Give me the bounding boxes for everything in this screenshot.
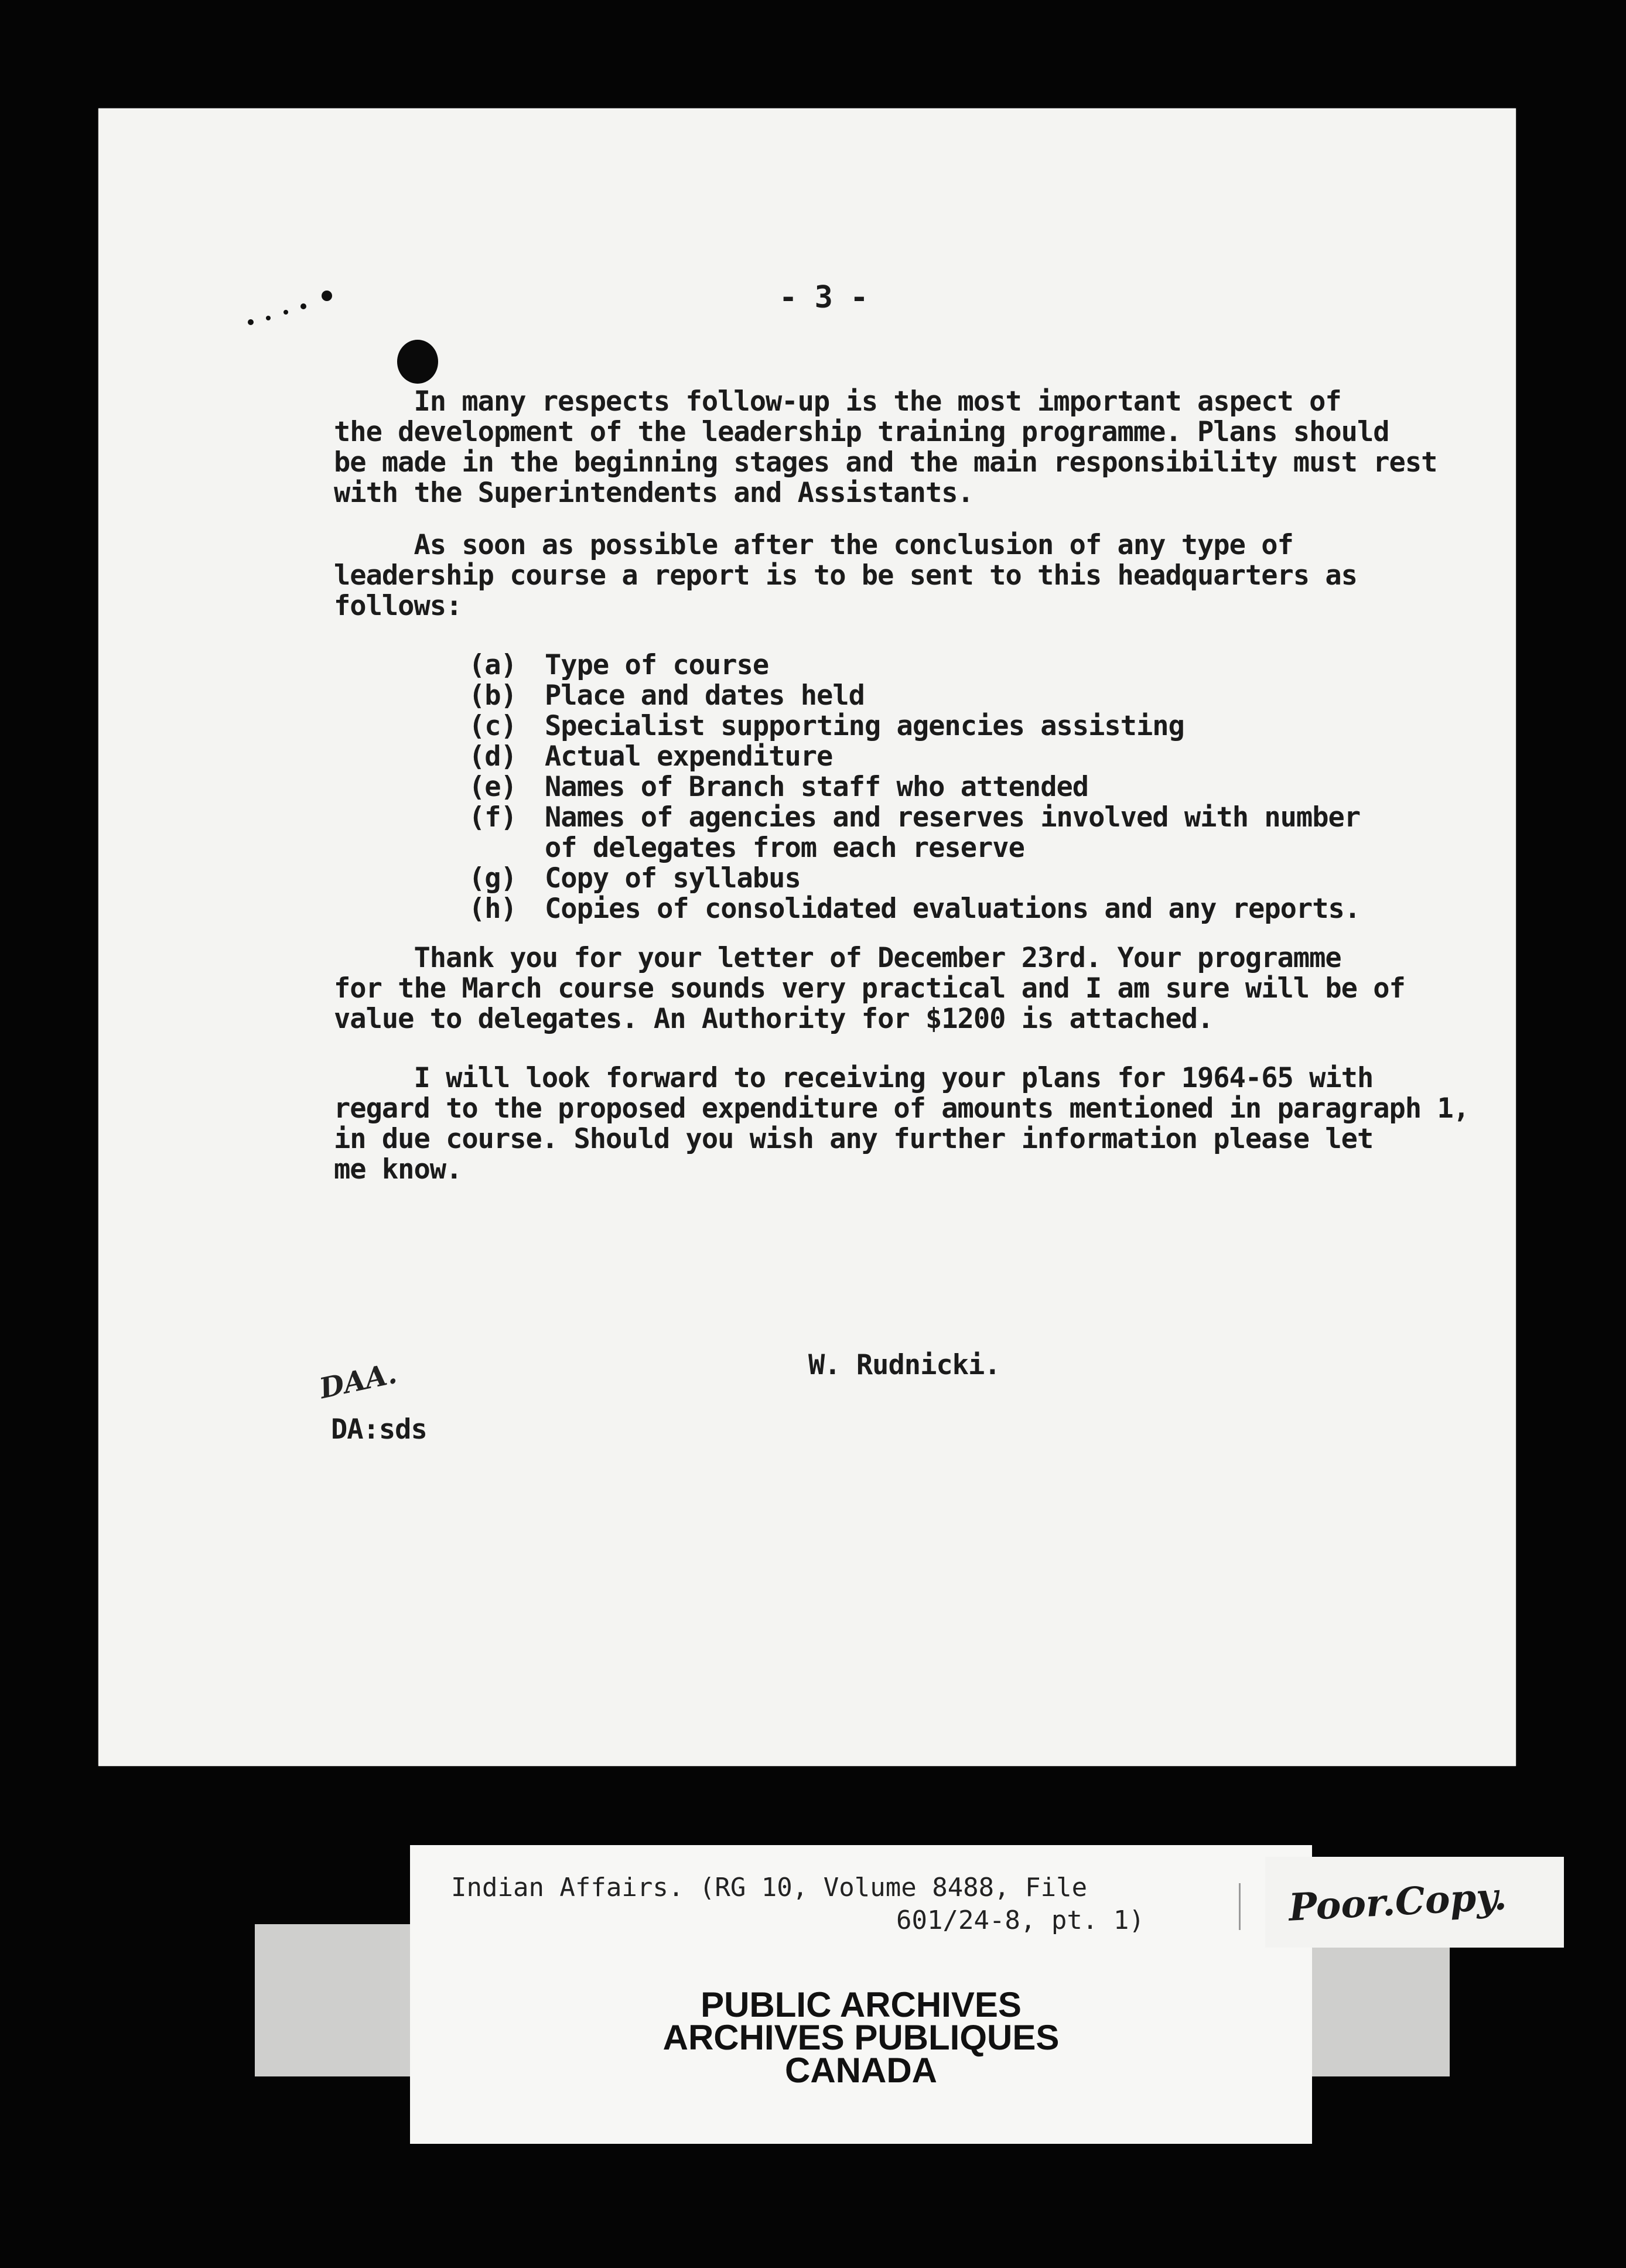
list-item-label: (a) [469,649,517,681]
archives-country: CANADA [785,2051,937,2090]
list-item-text: Specialist supporting agencies assisting [545,710,1184,742]
page-number: - 3 - [779,280,868,315]
punch-hole [397,340,438,384]
archives-stamp [410,1985,1312,2090]
reference-initials: DA:sds [331,1413,427,1446]
paragraph-plans: I will look forward to receiving your plans for 1964-65 with regard to the proposed expenditure of amounts mentioned in paragraph in due course. Should you wish any further information please let me know. [334,1062,1422,1186]
list-item-label: (e) [469,771,517,803]
archive-reference [451,1871,1145,1937]
list-item-text: Copy of syllabus [545,862,801,894]
list-item-text: Type of course [545,649,769,681]
document-page [98,108,1516,1766]
list-item-label: (f) [469,801,517,834]
paragraph-thank-you: Thank you for your letter of December 23rd. Your programme for the March course sounds very practical and I am sure will be value to delegates. An Authority for $1200 is attached. [334,942,1357,1035]
archive-reference-line1: Indian Affairs. (RG 10, Volume 8488, File [451,1873,1088,1902]
handwritten-initials: DAA. [316,1357,400,1406]
label-divider [1239,1883,1241,1930]
signature: W. Rudnicki. [808,1349,1000,1381]
archives-en: PUBLIC ARCHIVES [701,1985,1022,2024]
list-item-text: Copies of consolidated evaluations and any reports. [545,893,1361,925]
list-item-text: Actual expenditure [545,740,833,773]
list-item-label: (g) [469,862,517,894]
list-item-label: (b) [469,679,517,712]
list-item-label: (d) [469,740,517,773]
list-item-text: Names of agencies and reserves involved with number of delegates from each reserve [545,801,1361,864]
paragraph-follow-up: In many respects follow-up is the most important aspect of the development of the leadership training programme. Plans should be made in the beginning stages and the main responsibility must with the Superintendents and Assistants. [334,385,1389,509]
archive-reference-line2: 601/24-8, pt. 1) [896,1905,1145,1935]
poor-copy-text: Poor.Copy. [1287,1874,1508,1930]
list-item-label: (c) [469,710,517,742]
list-item-text: Names of Branch staff who attended [545,771,1089,803]
paragraph-report-request: As soon as possible after the conclusion of any type of leadership course a report is to be sent to this headquarters as follows: [334,529,1357,622]
ink-specks [245,272,339,331]
archives-fr: ARCHIVES PUBLIQUES [662,2018,1060,2057]
list-item-label: (h) [469,893,517,925]
poor-copy-note [1265,1857,1564,1948]
list-item-text: Place and dates held [545,679,865,712]
